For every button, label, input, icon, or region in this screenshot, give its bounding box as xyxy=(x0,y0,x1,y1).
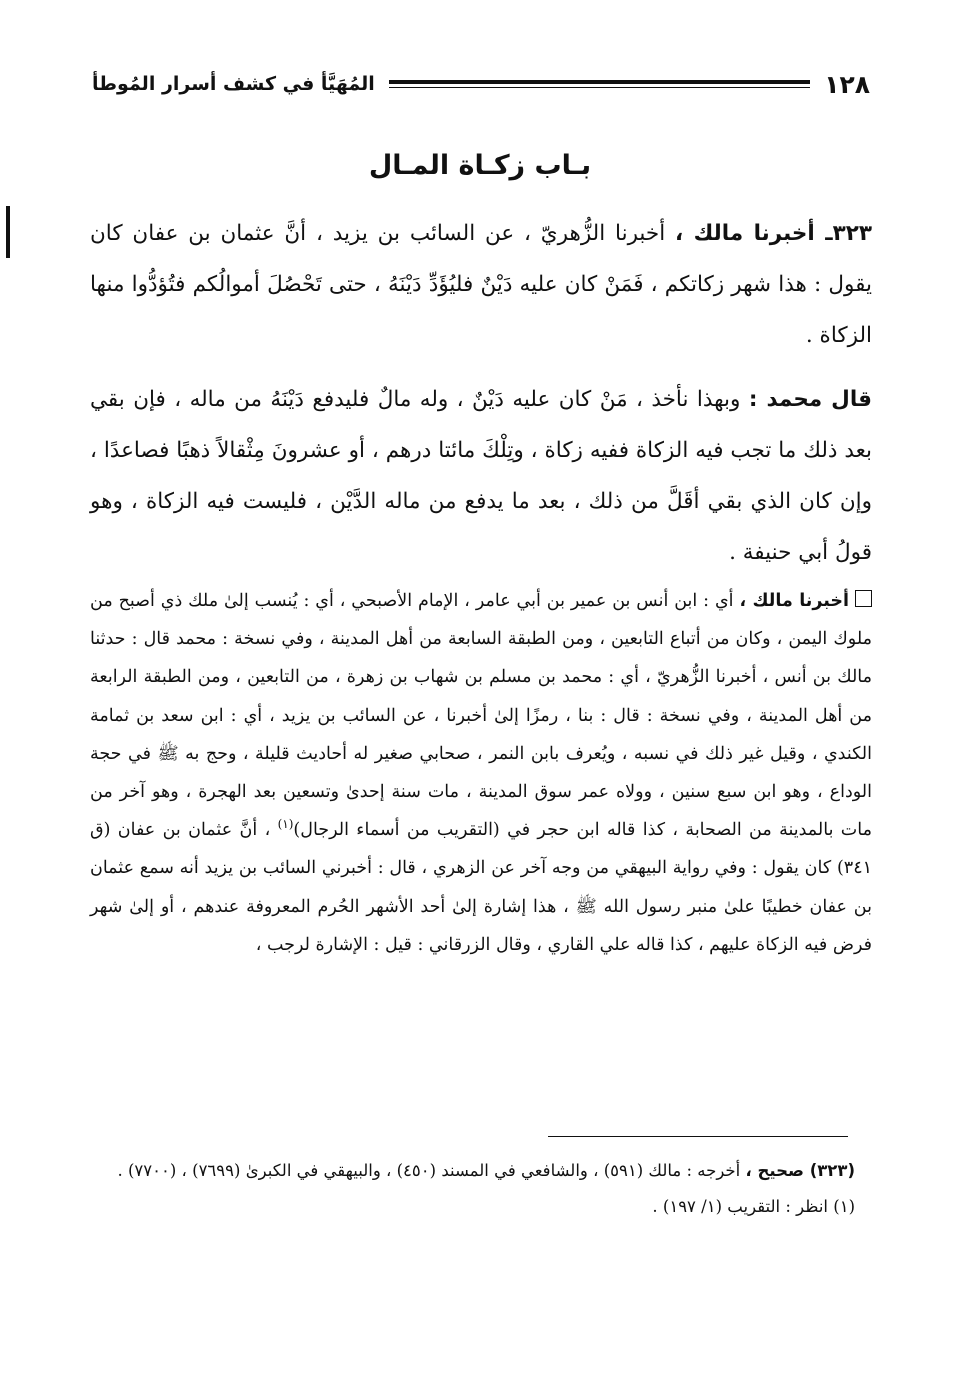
commentary-lead: أخبرنا مالك ، xyxy=(739,591,849,611)
commentary-text-1: أي : ابن أنس بن عمير بن أبي عامر ، الإمام الأصبحي ، أي : يُنسب إلىٰ ملك ذي أصبح من ملوك اليمن ، وكان من أتباع التابعين ، ومن الطبقة السابعة من أهل المدينة ، وفي نسخة : محمد قال : حدثنا مالك بن أنس ، أخبرنا الزُّهريّ ، أي : محمد بن مسلم بن شهاب بن زهرة ، من التابعين ، ومن الطبقة الرابعة من أهل المدينة ، وفي نسخة : قال : بنا ، رمزًا إلىٰ أخبرنا ، عن السائب بن يزيد ، أي : ابن سعد بن ثمامة الكندي ، وقيل غير ذلك في نسبه ، ويُعرف بابن النمر ، صحابي صغير له أحاديث قليلة ، وحج به ﷺ في حجة الوداع ، وهو ابن سبع سنين ، وولاه عمر سوق المدينة ، مات سنة إحدىٰ وتسعين بعد الهجرة ، وهو آخر من مات بالمدينة من الصحابة ، كذا قاله ابن حجر في (التقريب من أسماء الرجال) xyxy=(90,591,872,841)
book-title: المُهَيَّأ في كشف أسرار المُوطأ xyxy=(92,73,375,95)
commentary-block xyxy=(90,582,872,964)
footnote-lead: (٣٢٣) صحيح ، xyxy=(745,1161,855,1180)
footnote-rule xyxy=(548,1136,848,1137)
muhammad-statement-paragraph xyxy=(90,374,872,578)
page-number: ١٢٨ xyxy=(824,69,870,99)
footnote-item xyxy=(90,1192,855,1222)
box-marker-icon xyxy=(855,590,872,607)
footnotes xyxy=(90,1156,855,1222)
muhammad-lead: قال محمد : xyxy=(748,387,872,412)
muhammad-text: وبهذا نأخذ ، مَنْ كان عليه دَيْنٌ ، وله مالٌ فليدفع دَيْنَهُ من ماله ، فإن بقي بعد ذلك ما تجب فيه الزكاة ففيه زكاة ، وتِلْكَ مائتا درهم ، أو عشرونَ مِثْقالاً ذهبًا فصاعدًا ، وإن كان الذي بقي أقَلَّ من ذلك ، بعد ما يدفع من ماله الدَّيْن ، فليست فيه الزكاة ، وهو قولُ أبي حنيفة . xyxy=(90,387,872,565)
footnote-item xyxy=(90,1156,855,1186)
footnote-marker[interactable]: (١) xyxy=(277,817,294,832)
running-header xyxy=(92,64,870,104)
margin-mark xyxy=(6,206,10,258)
hadith-paragraph xyxy=(90,208,872,361)
footnote-text: أخرجه : مالك (٥٩١) ، والشافعي في المسند (٤٥٠) ، والبيهقي في الكبرىٰ (٧٦٩٩) ، (٧٧٠٠) . xyxy=(117,1161,741,1180)
footnote-text: (١) انظر : التقريب (١/ ١٩٧) . xyxy=(652,1197,855,1216)
hadith-lead: ٣٢٣ـ أخبرنا مالك ، xyxy=(675,221,872,246)
header-rule xyxy=(389,80,810,88)
commentary-text-2: ، أنَّ عثمان بن عفان (ق ٣٤١) كان يقول : وفي رواية البيهقي من وجه آخر عن الزهري ، قال : أخبرني السائب بن يزيد أنه سمع عثمان بن عفان خطيبًا علىٰ منبر رسول الله ﷺ ، هذا إشارة إلىٰ أحد الأشهر الحُرم المعروفة عندهم ، أو إلىٰ شهر فرض فيه الزكاة عليهم ، كذا قاله علي القاري ، وقال الزرقاني : قيل : الإشارة لرجب ، xyxy=(90,820,872,955)
chapter-title: بـاب زكـاة المـال xyxy=(368,150,592,181)
hadith-text: أخبرنا الزُّهريّ ، عن السائب بن يزيد ، أنَّ عثمان بن عفان كان يقول : هذا شهر زكاتكم ، فَمَنْ كان عليه دَيْنٌ فليُؤَدِّ دَيْنَهُ ، حتى تَحْصُلَ أموالُكم فتُؤدُّوا منها الزكاة . xyxy=(90,221,872,348)
